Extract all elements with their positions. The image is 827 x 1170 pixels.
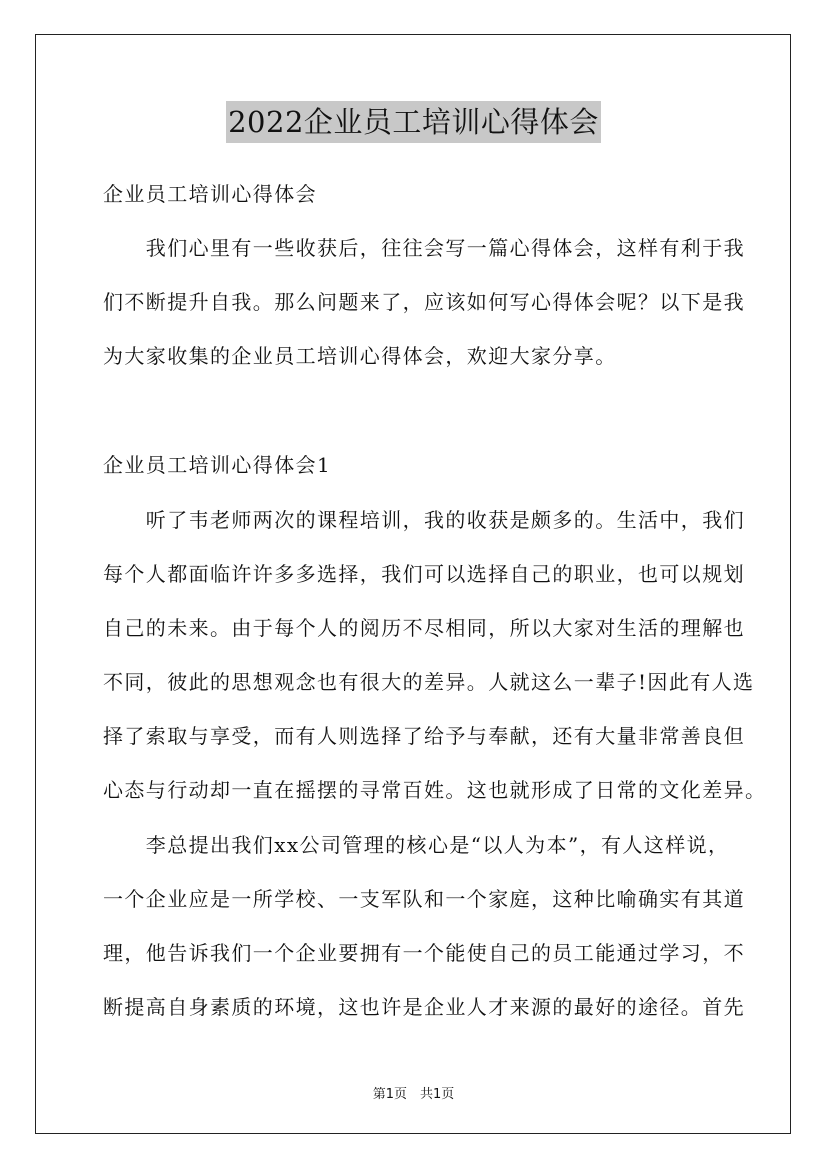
intro-line: 我们心里有一些收获后，往往会写一篇心得体会，这样有利于我 [103, 236, 745, 260]
body-line: 自己的未来。由于每个人的阅历不尽相同，所以大家对生活的理解也 [103, 616, 745, 640]
body-line: 听了韦老师两次的课程培训，我的收获是颇多的。生活中，我们 [103, 508, 745, 532]
body-line: 择了索取与享受，而有人则选择了给予与奉献，还有大量非常善良但 [103, 724, 745, 748]
document-title: 2022企业员工培训心得体会 [226, 101, 601, 143]
subtitle: 企业员工培训心得体会 [103, 182, 317, 206]
page-footer: 第1页 共1页 [372, 1087, 455, 1102]
intro-line: 为大家收集的企业员工培训心得体会，欢迎大家分享。 [103, 344, 617, 368]
body-line: 不同，彼此的思想观念也有很大的差异。人就这么一辈子!因此有人选 [103, 670, 755, 694]
body-line: 每个人都面临许许多多选择，我们可以选择自己的职业，也可以规划 [103, 562, 745, 586]
body-line: 理，他告诉我们一个企业要拥有一个能使自己的员工能通过学习，不 [103, 941, 745, 965]
body-line: 断提高自身素质的环境，这也许是企业人才来源的最好的途径。首先 [103, 995, 745, 1019]
body-line: 一个企业应是一所学校、一支军队和一个家庭，这种比喻确实有其道 [103, 887, 745, 911]
intro-line: 们不断提升自我。那么问题来了，应该如何写心得体会呢？以下是我 [103, 290, 745, 314]
body-line: 李总提出我们xx公司管理的核心是“以人为本”，有人这样说， [103, 833, 730, 857]
body-line: 心态与行动却一直在摇摆的寻常百姓。这也就形成了日常的文化差异。 [103, 778, 767, 802]
title-container [0, 101, 827, 143]
section-heading: 企业员工培训心得体会1 [103, 453, 332, 477]
